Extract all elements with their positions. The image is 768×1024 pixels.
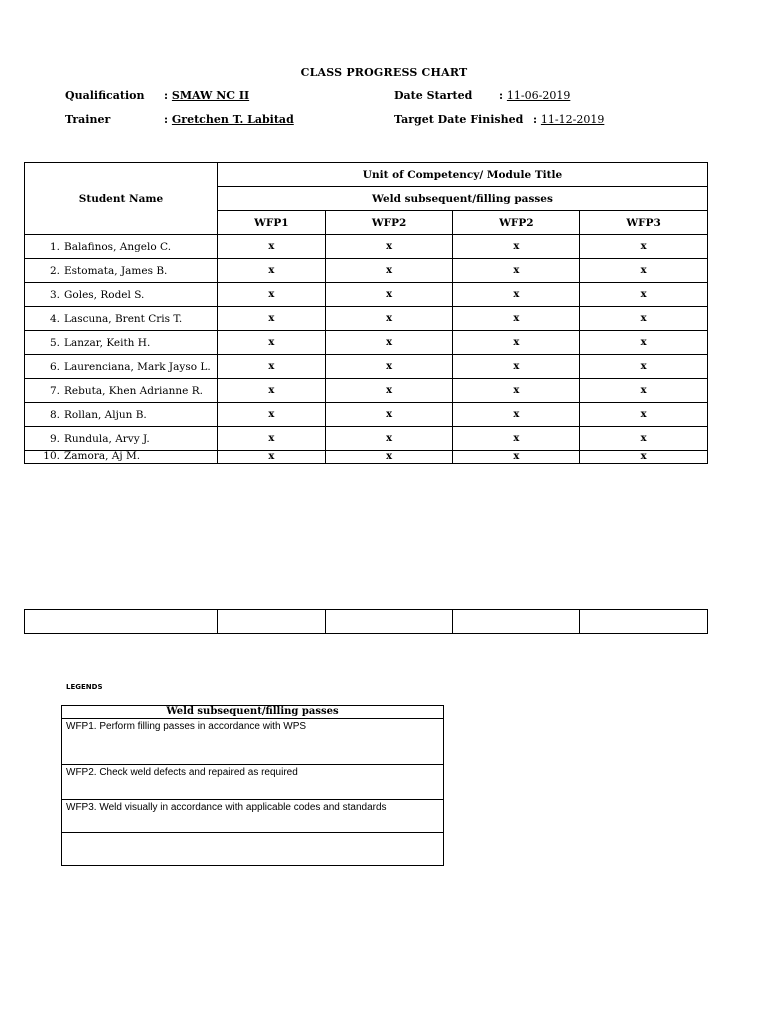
mark-cell: x: [580, 259, 708, 283]
date-started-value: 11-06-2019: [506, 89, 571, 102]
date-started-label: Date Started: [394, 89, 473, 102]
legend-item: [62, 833, 444, 866]
mark-cell: x: [217, 427, 325, 451]
mark-cell: x: [580, 331, 708, 355]
mark-cell: x: [453, 451, 580, 464]
column-header: WFP3: [580, 211, 708, 235]
student-name: Zamora, Aj M.: [64, 450, 141, 462]
student-name: Rundula, Arvy J.: [64, 432, 150, 445]
mark-cell: x: [325, 235, 453, 259]
blank-cell: [453, 610, 580, 634]
row-number: 4.: [49, 312, 60, 325]
trainer-label: Trainer: [65, 113, 111, 126]
table-row: [25, 379, 708, 403]
mark-cell: x: [325, 379, 453, 403]
qualification-field: [164, 89, 249, 102]
table-row: [25, 307, 708, 331]
mark-cell: x: [325, 283, 453, 307]
legend-row: [62, 833, 444, 866]
student-name-header: Student Name: [25, 163, 218, 235]
student-name: Lanzar, Keith H.: [64, 336, 151, 349]
table-row: [25, 403, 708, 427]
date-started-field: [499, 89, 570, 102]
mark-cell: x: [580, 379, 708, 403]
student-name: Rollan, Aljun B.: [64, 408, 147, 421]
row-number: 2.: [49, 264, 60, 277]
legend-item: WFP3. Weld visually in accordance with applicable codes and standards: [62, 800, 444, 833]
legend-item: WFP1. Perform filling passes in accordance with WPS: [62, 719, 444, 765]
qualification-label: Qualification: [65, 89, 145, 102]
mark-cell: x: [453, 259, 580, 283]
legend-row: [62, 765, 444, 800]
mark-cell: x: [453, 331, 580, 355]
mark-cell: x: [580, 283, 708, 307]
legend-row: [62, 719, 444, 765]
date-started-colon: :: [499, 89, 504, 102]
row-number: 5.: [49, 336, 60, 349]
blank-row-table: [24, 609, 708, 634]
mark-cell: x: [580, 307, 708, 331]
unit-header: Unit of Competency/ Module Title: [217, 163, 707, 187]
column-header: WFP2: [453, 211, 580, 235]
mark-cell: x: [580, 235, 708, 259]
mark-cell: x: [217, 283, 325, 307]
mark-cell: x: [325, 451, 453, 464]
column-header: WFP1: [217, 211, 325, 235]
qualification-colon: :: [164, 89, 169, 102]
mark-cell: x: [453, 283, 580, 307]
student-name: Lascuna, Brent Cris T.: [64, 312, 183, 325]
trainer-colon: :: [164, 113, 169, 126]
page-title: CLASS PROGRESS CHART: [300, 66, 468, 79]
mark-cell: x: [325, 307, 453, 331]
legend-row: [62, 800, 444, 833]
legend-header: Weld subsequent/filling passes: [62, 706, 444, 719]
blank-row: [25, 610, 708, 634]
blank-cell: [217, 610, 325, 634]
target-date-label: Target Date Finished: [394, 113, 524, 126]
mark-cell: x: [580, 427, 708, 451]
student-name: Rebuta, Khen Adrianne R.: [64, 384, 203, 397]
legend-table: [61, 705, 444, 866]
blank-cell: [325, 610, 453, 634]
row-number: 10.: [43, 450, 60, 462]
mark-cell: x: [217, 379, 325, 403]
trainer-field: [164, 113, 294, 126]
mark-cell: x: [453, 379, 580, 403]
student-name-cell: [25, 403, 218, 427]
table-row: [25, 259, 708, 283]
mark-cell: x: [217, 235, 325, 259]
module-header: Weld subsequent/filling passes: [217, 187, 707, 211]
mark-cell: x: [453, 355, 580, 379]
row-number: 8.: [49, 408, 60, 421]
mark-cell: x: [217, 355, 325, 379]
mark-cell: x: [217, 331, 325, 355]
mark-cell: x: [580, 451, 708, 464]
student-name: Balafinos, Angelo C.: [64, 240, 172, 253]
table-row: [25, 235, 708, 259]
mark-cell: x: [217, 451, 325, 464]
table-row: [25, 427, 708, 451]
trainer-value: Gretchen T. Labitad: [171, 113, 294, 126]
student-name-cell: [25, 331, 218, 355]
student-name-cell: [25, 283, 218, 307]
student-name: Goles, Rodel S.: [64, 288, 145, 301]
mark-cell: x: [453, 427, 580, 451]
mark-cell: x: [217, 307, 325, 331]
blank-cell: [580, 610, 708, 634]
mark-cell: x: [453, 403, 580, 427]
target-date-field: [533, 113, 604, 126]
mark-cell: x: [453, 307, 580, 331]
legend-item: WFP2. Check weld defects and repaired as required: [62, 765, 444, 800]
mark-cell: x: [325, 427, 453, 451]
student-name-cell: [25, 235, 218, 259]
progress-table: [24, 162, 708, 464]
target-date-colon: :: [533, 113, 538, 126]
mark-cell: x: [580, 355, 708, 379]
legends-label: LEGENDS: [66, 683, 103, 691]
student-name: Estomata, James B.: [64, 264, 168, 277]
mark-cell: x: [580, 403, 708, 427]
mark-cell: x: [325, 355, 453, 379]
row-number: 1.: [49, 240, 60, 253]
mark-cell: x: [325, 331, 453, 355]
student-name-cell: [25, 307, 218, 331]
mark-cell: x: [217, 259, 325, 283]
column-header: WFP2: [325, 211, 453, 235]
student-name-cell: [25, 355, 218, 379]
row-number: 9.: [49, 432, 60, 445]
student-name-cell: [25, 427, 218, 451]
blank-cell: [25, 610, 218, 634]
row-number: 6.: [49, 360, 60, 373]
student-name-cell: [25, 379, 218, 403]
row-number: 7.: [49, 384, 60, 397]
student-name-cell: [25, 451, 218, 464]
table-row: [25, 451, 708, 464]
row-number: 3.: [49, 288, 60, 301]
mark-cell: x: [325, 403, 453, 427]
mark-cell: x: [453, 235, 580, 259]
table-row: [25, 283, 708, 307]
target-date-value: 11-12-2019: [540, 113, 605, 126]
student-name: Laurenciana, Mark Jayso L.: [64, 360, 211, 373]
mark-cell: x: [325, 259, 453, 283]
mark-cell: x: [217, 403, 325, 427]
table-row: [25, 355, 708, 379]
table-row: [25, 331, 708, 355]
student-name-cell: [25, 259, 218, 283]
qualification-value: SMAW NC II: [171, 89, 250, 102]
